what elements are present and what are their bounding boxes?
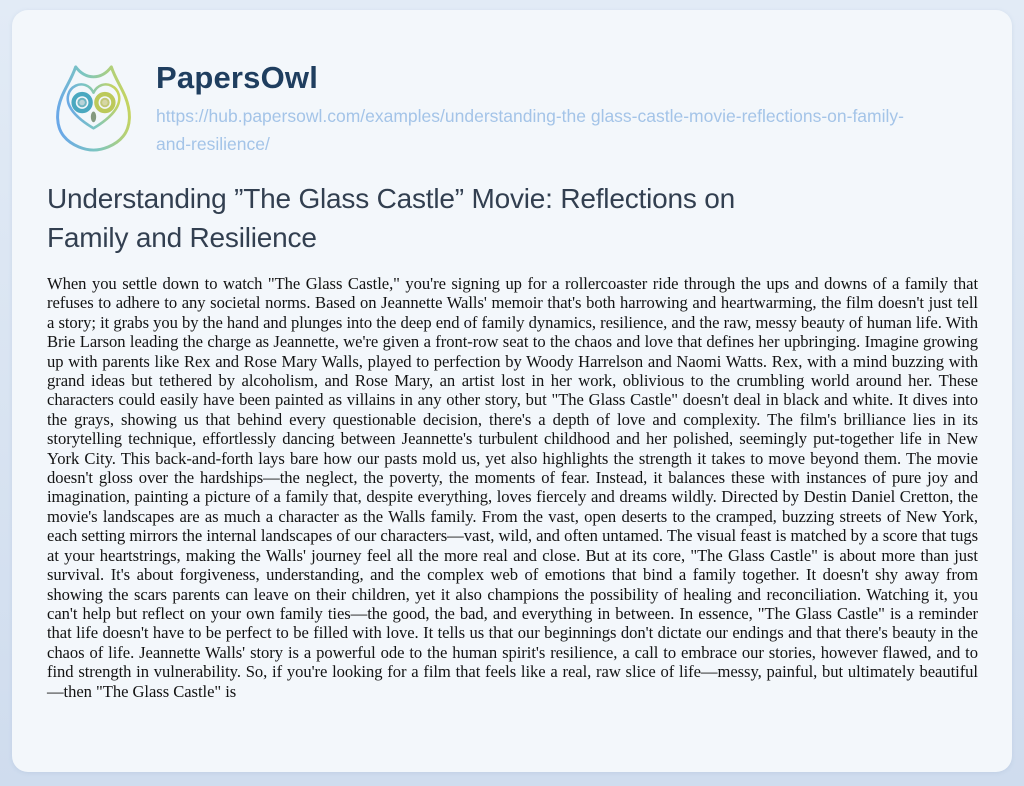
page-url-link[interactable]: https://hub.papersowl.com/examples/understanding-the glass-castle-movie-reflections-on-family-and-resilience/: [156, 106, 904, 154]
brand-block: [156, 57, 928, 158]
papersowl-owl-logo-icon: [44, 57, 143, 156]
article-body: When you settle down to watch "The Glass Castle," you're signing up for a rollercoaster ride through the ups and downs of a family that refuses to adhere to any societal norms. Based on Jeannette Walls' memoir that's both harrowing and heartwarming, the film doesn't just tell a story; it grabs you by the hand and plunges into the deep end of family dynamics, resilience, and the raw, messy beauty of human life. With Brie Larson leading the charge as Jeannette, we're given a front-row seat to the chaos and love that defines her upbringing. Imagine growing up with parents like Rex and Rose Mary Walls, played to perfection by Woody Harrelson and Naomi Watts. Rex, with a mind buzzing with grand ideas but tethered by alcoholism, and Rose Mary, an artist lost in her work, oblivious to the crumbling world around her. These characters could easily have been painted as villains in any other story, but "The Glass Castle" doesn't deal in black and white. It dives into the grays, showing us that behind every questionable decision, there's a depth of love and complexity. The film's brilliance lies in its storytelling technique, effortlessly dancing between Jeannette's turbulent childhood and her polished, seemingly put-together life in New York City. This back-and-forth lays bare how our pasts mold us, yet also highlights the strength it takes to move beyond them. The movie doesn't gloss over the hardships—the neglect, the poverty, the moments of fear. Instead, it balances these with instances of pure joy and imagination, painting a picture of a family that, despite everything, loves fiercely and dreams wildly. Directed by Destin Daniel Cretton, the movie's landscapes are as much a character as the Walls family. From the vast, open deserts to the cramped, buzzing streets of New York, each setting mirrors the internal landscapes of our characters—vast, wild, and often untamed. The visual feast is matched by a score that tugs at your heartstrings, making the Walls' journey feel all the more real and close. But at its core, "The Glass Castle" is about more than just survival. It's about forgiveness, understanding, and the complex web of emotions that bind a family together. It doesn't shy away from showing the scars parents can leave on their children, yet it also champions the possibility of healing and reconciliation. Watching it, you can't help but reflect on your own family ties—the good, the bad, and everything in between. In essence, "The Glass Castle" is a reminder that life doesn't have to be perfect to be filled with love. It tells us that our beginnings don't dictate our endings and that there's beauty in the chaos of life. Jeannette Walls' story is a powerful ode to the human spirit's resilience, a call to embrace our stories, however flawed, and to find strength in vulnerability. So, if you're looking for a film that feels like a real, raw slice of life—messy, painful, but ultimately beautiful—then "The Glass Castle" is: [47, 274, 978, 701]
brand-name: PapersOwl: [156, 60, 319, 95]
page-card: [12, 10, 1012, 772]
page-header: [12, 10, 1012, 158]
article-title: Understanding ”The Glass Castle” Movie: Reflections on Family and Resilience: [47, 183, 735, 253]
